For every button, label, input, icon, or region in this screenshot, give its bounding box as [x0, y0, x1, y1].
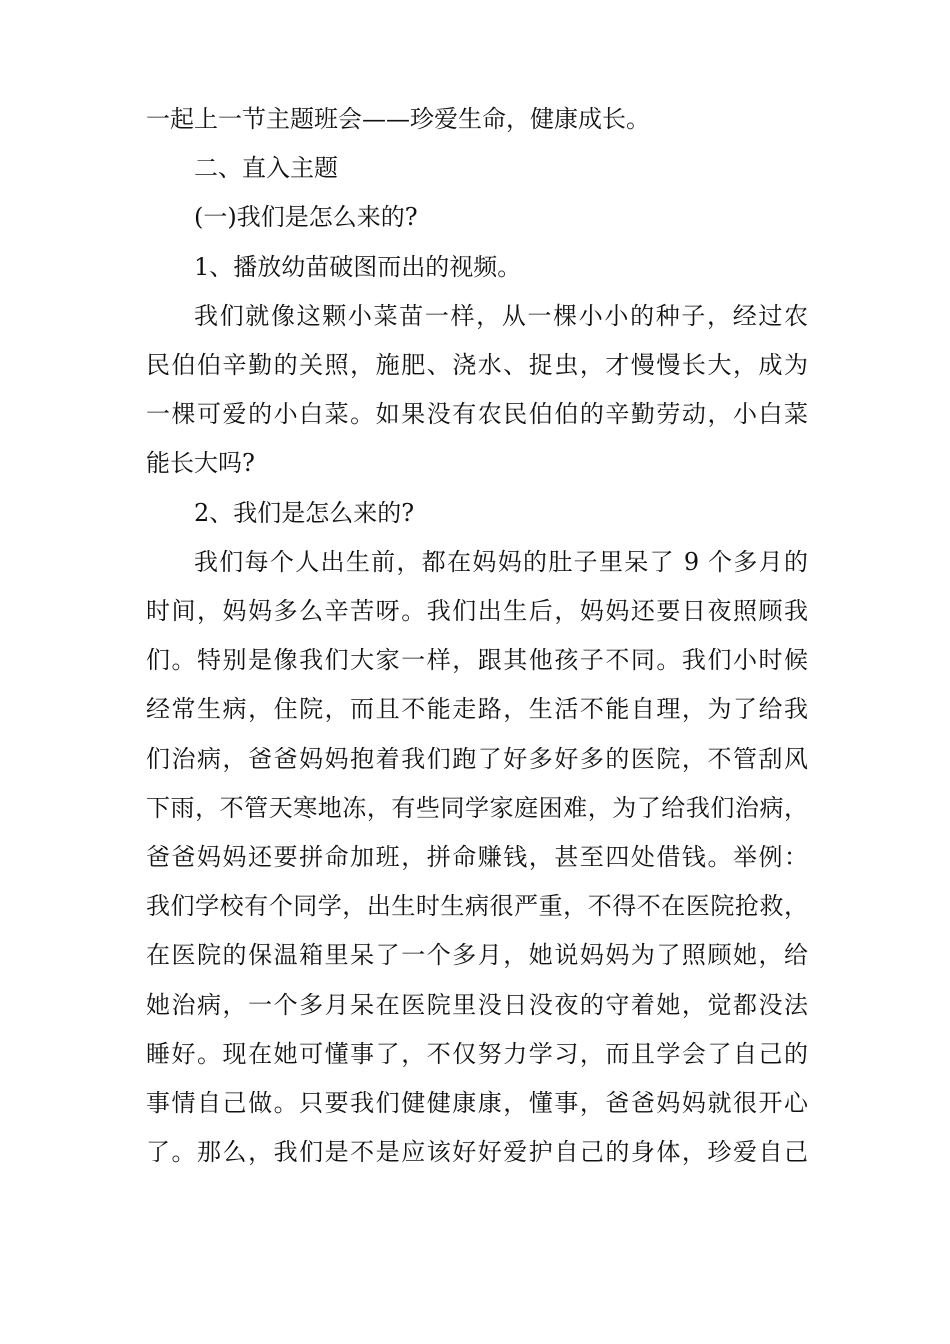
text-line: 我们就像这颗小菜苗一样，从一棵小小的种子，经过农: [194, 301, 808, 330]
text-line: 们。特别是像我们大家一样，跟其他孩子不同。我们小时候: [146, 646, 808, 675]
text-line: 她治病，一个多月呆在医院里没日没夜的守着她，觉都没法: [146, 990, 808, 1019]
text-line: 民伯伯辛勤的关照，施肥、浇水、捉虫，才慢慢长大，成为: [146, 351, 808, 380]
text-line: 1、播放幼苗破图而出的视频。: [194, 252, 522, 281]
text-line: 下雨，不管天寒地冻，有些同学家庭困难，为了给我们治病，: [146, 793, 808, 822]
text-line: 了。那么，我们是不是应该好好爱护自己的身体，珍爱自己: [146, 1138, 808, 1167]
text-line: 二、直入主题: [194, 154, 338, 183]
item-two: [146, 489, 808, 538]
text-line: 事情自己做。只要我们健健康康，懂事，爸爸妈妈就很开心: [146, 1089, 808, 1118]
text-line: 2、我们是怎么来的?: [194, 498, 415, 527]
paragraph-birth: [146, 538, 808, 1178]
heading-section-two: [146, 144, 808, 193]
text-line: 我们学校有个同学，出生时生病很严重，不得不在医院抢救，: [146, 892, 808, 921]
item-one: [146, 243, 808, 292]
document-page: [146, 95, 808, 1177]
text-line: 时间，妈妈多么辛苦呀。我们出生后，妈妈还要日夜照顾我: [146, 597, 808, 626]
text-line: (一)我们是怎么来的?: [194, 203, 418, 232]
text-line: 能长大吗?: [146, 449, 255, 478]
paragraph-seedling: [146, 292, 808, 489]
text-line: 我们每个人出生前，都在妈妈的肚子里呆了 9 个多月的: [194, 547, 808, 576]
text-line: 一棵可爱的小白菜。如果没有农民伯伯的辛勤劳动，小白菜: [146, 400, 808, 429]
text-line: 们治病，爸爸妈妈抱着我们跑了好多好多的医院，不管刮风: [146, 744, 808, 773]
text-line: 经常生病，住院，而且不能走路，生活不能自理，为了给我: [146, 695, 808, 724]
text-line: 睡好。现在她可懂事了，不仅努力学习，而且学会了自己的: [146, 1039, 808, 1068]
text-line: 一起上一节主题班会——珍爱生命，健康成长。: [146, 105, 650, 133]
heading-subsection-one: [146, 193, 808, 242]
text-line: 在医院的保温箱里呆了一个多月，她说妈妈为了照顾她，给: [146, 941, 808, 970]
text-line: 爸爸妈妈还要拼命加班，拼命赚钱，甚至四处借钱。举例：: [146, 843, 808, 872]
paragraph-intro-end: [146, 95, 808, 144]
